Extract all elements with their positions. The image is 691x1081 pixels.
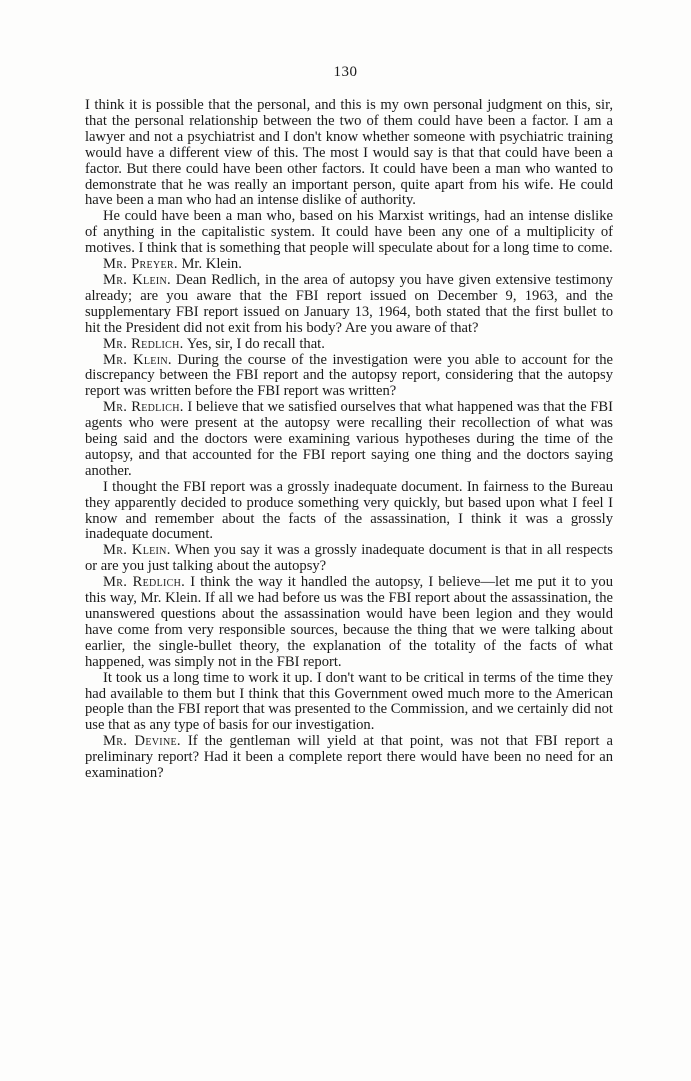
paragraph-text: Dean Redlich, in the area of autopsy you have given extensive testimony already; are you aware that the FBI report issued on December 9, 1963, and the supplementary FBI report issued on January 13, 1964, both stated that the first bullet to hit the President did not exit from his body? Are you aware of that? — [85, 271, 613, 336]
speaker-name: Mr. Redlich. — [103, 335, 184, 352]
speaker-name: Mr. Klein. — [103, 542, 171, 559]
paragraph — [85, 543, 613, 575]
paragraph — [85, 337, 613, 353]
paragraph-text: I believe that we satisfied ourselves that what happened was that the FBI agents who were present at the autopsy were recalling their recollection of what was being said and the doctors were examining various hypotheses during the time of the autopsy, and that accounted for the FBI report saying one thing and the doctors saying another. — [85, 399, 614, 479]
paragraph-text: Mr. Klein. — [181, 256, 242, 273]
page-number: 130 — [333, 64, 358, 80]
transcript-body — [85, 98, 613, 782]
speaker-name: Mr. Klein. — [103, 351, 172, 368]
paragraph-text: During the course of the investigation were you able to account for the discrepancy between the FBI report and the autopsy report, considering that the autopsy report was written before the FBI report was written? — [85, 351, 613, 400]
paragraph — [85, 480, 613, 544]
paragraph-text: I think it is possible that the personal, and this is my own personal judgment on this, sir, that the personal relationship between the two of them could have been a factor. I am a lawyer and not a psychiatrist and I don't know whether someone with psychiatric training would have a different view of this. The most I would say is that that could have been a factor. But there could have been other factors. It could have been a man who wanted to demonstrate that he was really an important person, quite apart from his wife. He could have been a man who had an intense dislike of authority. — [85, 97, 613, 209]
paragraph-text: I thought the FBI report was a grossly inadequate document. In fairness to the Bureau they apparently decided to produce something very quickly, but based upon what I feel I know and remember about the facts of the assassination, I think it was a grossly inadequate document. — [85, 478, 613, 543]
paragraph-text: When you say it was a grossly inadequate document is that in all respects or are you just talking about the autopsy? — [85, 542, 613, 575]
paragraph — [85, 400, 613, 480]
paragraph — [85, 575, 613, 670]
paragraph — [85, 671, 613, 735]
speaker-name: Mr. Devine. — [103, 733, 181, 750]
paragraph — [85, 734, 613, 782]
speaker-name: Mr. Klein. — [103, 271, 171, 288]
paragraph — [85, 209, 613, 257]
paragraph — [85, 273, 613, 337]
paragraph-text: If the gentleman will yield at that point, was not that FBI report a preliminary report? Had it been a complete report there would have been no need for an examination? — [85, 733, 613, 782]
speaker-name: Mr. Redlich. — [103, 574, 186, 591]
paragraph-text: I think the way it handled the autopsy, I believe—let me put it to you this way, Mr. Klein. If all we had before us was the FBI report about the assassination, the unanswered questions about the assassination would have been legion and they would have come from very responsible sources, because the thing that we were talking about earlier, the single-bullet theory, the explanation of the totality of the facts of what happened, was simply not in the FBI report. — [85, 574, 613, 670]
speaker-name: Mr. Redlich. — [103, 399, 184, 416]
paragraph-text: He could have been a man who, based on his Marxist writings, had an intense dislike of anything in the capitalistic system. It could have been any one of a multiplicity of motives. I think that is something that people will speculate about for a long time to come. — [85, 208, 613, 257]
paragraph-text: Yes, sir, I do recall that. — [186, 335, 325, 352]
paragraph-text: It took us a long time to work it up. I don't want to be critical in terms of the time they had available to them but I think that this Government owed much more to the American people than the FBI report that was presented to the Commission, and we certainly did not use that as any type of basis for our investigation. — [85, 669, 613, 734]
paragraph — [85, 98, 613, 209]
paragraph — [85, 353, 613, 401]
speaker-name: Mr. Preyer. — [103, 256, 178, 273]
paragraph — [85, 257, 613, 273]
